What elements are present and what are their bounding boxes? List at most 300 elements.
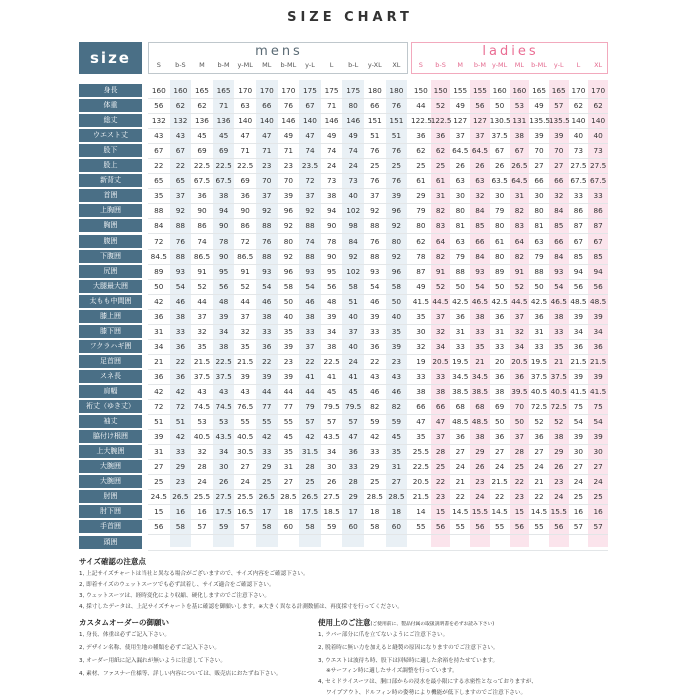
- ladies-cell: 79: [534, 251, 544, 261]
- ladies-cell: 56: [435, 522, 446, 532]
- mens-cell: 53: [218, 417, 229, 427]
- mens-size-header: y-L: [305, 61, 315, 69]
- mens-cell: [386, 535, 408, 550]
- mens-cell: 28: [197, 462, 207, 472]
- mens-cell: 47: [348, 432, 358, 442]
- mens-cell: 90: [218, 251, 229, 261]
- mens-cell: 79: [305, 402, 315, 412]
- ladies-cell: 49: [455, 101, 465, 111]
- mens-cell: 35: [283, 326, 294, 336]
- mens-cell: 78: [326, 236, 337, 246]
- ladies-cell: 14.5: [452, 507, 469, 517]
- ladies-cell: 64.5: [452, 146, 469, 156]
- ladies-cell: 67.5: [570, 176, 587, 186]
- mens-cell: 86.5: [193, 251, 211, 261]
- mens-cell: 69: [197, 146, 207, 156]
- mens-cell: 23: [391, 356, 402, 366]
- ladies-cell: 25.5: [412, 447, 429, 457]
- mens-cell: 18: [370, 507, 380, 517]
- ladies-cell: 52: [514, 281, 524, 291]
- mens-cell: 18: [391, 507, 402, 517]
- mens-cell: 90: [326, 251, 337, 261]
- mens-cell: 46: [370, 387, 380, 396]
- mens-cell: 59: [391, 417, 402, 427]
- ladies-cell: 40.5: [530, 387, 548, 396]
- ladies-size-header: L: [576, 61, 581, 69]
- mens-cell: 32: [197, 447, 207, 457]
- ladies-cell: [569, 535, 589, 550]
- mens-cell: 93: [305, 266, 315, 276]
- mens-cell: 98: [348, 221, 358, 231]
- ladies-cell: 87: [573, 221, 584, 231]
- ladies-cell: 21: [554, 356, 564, 366]
- ladies-cell: 87: [416, 266, 426, 276]
- mens-cell: 22.5: [237, 161, 254, 171]
- ladies-cell: 22: [494, 492, 505, 502]
- ladies-cell: 38: [475, 311, 485, 321]
- ladies-cell: 80: [494, 251, 505, 261]
- mens-cell: 31.5: [301, 447, 319, 457]
- ladies-cell: 52: [435, 101, 446, 111]
- mens-cell: 72: [305, 176, 315, 186]
- mens-cell: 93: [175, 266, 186, 276]
- ladies-cell: 20.5: [412, 477, 429, 487]
- mens-cell: 38: [218, 191, 229, 201]
- mens-cell: 70: [283, 176, 294, 186]
- ladies-cell: 16: [573, 507, 584, 517]
- mens-cell: 44: [262, 387, 272, 396]
- mens-cell: 56: [326, 281, 337, 291]
- mens-cell: 43.5: [215, 432, 232, 442]
- mens-cell: 59: [326, 522, 337, 532]
- mens-cell: 18: [283, 507, 294, 517]
- mens-cell: 94: [218, 206, 229, 216]
- mens-cell: 88: [154, 206, 164, 216]
- mens-cell: 76: [370, 236, 380, 246]
- mens-cell: 54: [370, 281, 380, 291]
- ladies-cell: 82: [514, 206, 524, 216]
- ladies-cell: 41.5: [590, 387, 607, 396]
- ladies-cell: 20.5: [511, 356, 528, 366]
- ladies-cell: 39: [593, 371, 603, 381]
- ladies-cell: 42.5: [491, 296, 508, 306]
- mens-cell: 45: [197, 131, 207, 141]
- mens-cell: 38: [305, 311, 315, 321]
- mens-cell: 88: [262, 251, 272, 261]
- ladies-cell: 24: [593, 477, 603, 487]
- row-label: 膝下囲: [79, 325, 142, 338]
- mens-cell: 77: [283, 402, 294, 412]
- mens-cell: 57: [305, 417, 315, 427]
- mens-cell: 27: [391, 477, 402, 487]
- ladies-cell: 56: [514, 522, 524, 532]
- ladies-cell: 66: [416, 402, 426, 412]
- mens-cell: 175: [303, 86, 317, 95]
- mens-cell: 27: [240, 462, 250, 472]
- mens-cell: 59: [218, 522, 229, 532]
- mens-cell: 43.5: [323, 432, 340, 442]
- ladies-cell: 94: [573, 266, 584, 276]
- mens-cell: [278, 535, 300, 550]
- mens-cell: 41: [305, 371, 315, 381]
- mens-cell: 50: [391, 296, 402, 306]
- note-line: 3, ウェットスーツは、経時変化により収縮、硬化しますのでご注意下さい。: [79, 593, 270, 599]
- ladies-cell: 70: [554, 146, 564, 156]
- ladies-cell: 150: [433, 86, 448, 95]
- ladies-cell: 36: [435, 131, 446, 141]
- ladies-cell: 75: [573, 402, 584, 412]
- ladies-cell: 35: [416, 311, 426, 321]
- ladies-cell: 30: [534, 191, 544, 201]
- mens-cell: 58: [391, 281, 402, 291]
- ladies-cell: 24: [573, 477, 584, 487]
- ladies-cell: 131: [512, 116, 527, 126]
- note-line: 3, ウエストは波待ち時、股下は回帰時に適した余裕を持たせています。: [318, 658, 499, 664]
- mens-cell: 45: [218, 131, 229, 141]
- ladies-cell: 39: [593, 311, 603, 321]
- mens-cell: 84.5: [150, 251, 167, 261]
- ladies-cell: 36: [514, 371, 524, 381]
- ladies-cell: 57: [593, 522, 603, 532]
- mens-cell: 140: [303, 116, 317, 126]
- mens-cell: 22: [175, 356, 186, 366]
- mens-cell: 24: [240, 477, 250, 487]
- mens-cell: 18.5: [323, 507, 340, 517]
- mens-cell: 151: [367, 116, 382, 126]
- mens-cell: 57: [240, 522, 250, 532]
- mens-cell: [170, 535, 192, 550]
- mens-cell: 56: [154, 522, 164, 532]
- ladies-size-header: XL: [594, 61, 603, 69]
- ladies-cell: 30: [455, 191, 465, 201]
- mens-cell: 54: [262, 281, 272, 291]
- ladies-cell: 54: [475, 281, 485, 291]
- mens-cell: 42: [154, 296, 164, 306]
- mens-cell: 72: [154, 236, 164, 246]
- mens-cell: 46: [262, 296, 272, 306]
- mens-cell: 43: [154, 131, 164, 141]
- mens-cell: 92: [283, 251, 294, 261]
- mens-cell: 80: [283, 236, 294, 246]
- table-row: [0, 324, 700, 339]
- mens-size-header: XL: [392, 61, 401, 69]
- ladies-cell: 68: [455, 402, 465, 412]
- ladies-cell: 29: [475, 447, 485, 457]
- ladies-cell: 165: [551, 86, 566, 95]
- mens-cell: 76: [391, 101, 402, 111]
- mens-cell: 40.5: [237, 432, 254, 442]
- ladies-cell: 39: [573, 311, 584, 321]
- mens-cell: 37: [240, 311, 250, 321]
- ladies-cell: [549, 535, 569, 550]
- ladies-cell: 66: [534, 176, 544, 186]
- ladies-cell: 91: [514, 266, 524, 276]
- mens-cell: 88: [305, 251, 315, 261]
- ladies-cell: 150: [413, 86, 428, 95]
- mens-cell: 82: [370, 402, 380, 412]
- mens-cell: [342, 535, 364, 550]
- mens-cell: 44: [197, 296, 207, 306]
- mens-cell: 27: [283, 477, 294, 487]
- ladies-cell: 37: [435, 432, 446, 442]
- mens-cell: 90: [326, 221, 337, 231]
- ladies-cell: 80: [416, 221, 426, 231]
- ladies-cell: 22: [514, 477, 524, 487]
- mens-cell: 51: [154, 417, 164, 427]
- ladies-cell: 24: [494, 462, 505, 472]
- ladies-cell: 67: [494, 146, 505, 156]
- ladies-cell: 54: [573, 417, 584, 427]
- ladies-cell: 80: [455, 206, 465, 216]
- ladies-cell: 50: [534, 281, 544, 291]
- ladies-cell: 82: [435, 206, 446, 216]
- mens-cell: 25.5: [237, 492, 254, 502]
- mens-cell: 25: [370, 477, 380, 487]
- mens-cell: 38: [262, 311, 272, 321]
- ladies-cell: 88: [534, 266, 544, 276]
- ladies-cell: 37.5: [491, 131, 508, 141]
- ladies-cell: 89: [494, 266, 505, 276]
- mens-cell: 57: [326, 417, 337, 427]
- ladies-cell: 32: [435, 326, 446, 336]
- page-title: SIZE CHART: [287, 10, 413, 25]
- mens-cell: 140: [238, 116, 253, 126]
- ladies-cell: 63.5: [491, 176, 508, 186]
- row-label: 総丈: [79, 114, 142, 127]
- ladies-cell: 33: [573, 191, 584, 201]
- ladies-cell: 36: [455, 432, 465, 442]
- ladies-cell: 160: [512, 86, 527, 95]
- mens-cell: 39: [391, 191, 402, 201]
- ladies-cell: 55: [455, 522, 465, 532]
- mens-cell: 79.5: [345, 402, 362, 412]
- ladies-cell: 20: [494, 356, 505, 366]
- ladies-cell: 122.5: [411, 116, 432, 126]
- table-row: [0, 249, 700, 264]
- mens-cell: 180: [367, 86, 382, 95]
- ladies-cell: 39: [554, 131, 564, 141]
- mens-cell: 170: [259, 86, 274, 95]
- ladies-cell: 44: [416, 101, 426, 111]
- mens-cell: 43: [391, 371, 402, 381]
- ladies-cell: 33: [494, 341, 505, 351]
- ladies-cell: 37.5: [550, 371, 567, 381]
- ladies-cell: 34: [573, 326, 584, 336]
- mens-cell: 90: [240, 206, 250, 216]
- row-label: 身長: [79, 84, 142, 97]
- ladies-cell: 84: [475, 251, 485, 261]
- ladies-cell: 73: [593, 146, 603, 156]
- ladies-cell: 64.5: [471, 146, 489, 156]
- ladies-size-header: ML: [514, 61, 524, 69]
- ladies-cell: 80: [494, 221, 505, 231]
- ladies-cell: 26: [494, 161, 505, 171]
- ladies-cell: 42.5: [530, 296, 548, 306]
- ladies-cell: 50: [494, 101, 505, 111]
- ladies-cell: 67.5: [590, 176, 607, 186]
- mens-cell: 76: [391, 146, 402, 156]
- ladies-cell: 55: [494, 522, 505, 532]
- mens-cell: 60: [348, 522, 358, 532]
- mens-cell: [191, 535, 213, 550]
- ladies-cell: 67: [593, 236, 603, 246]
- ladies-cell: 165: [532, 86, 546, 95]
- ladies-cell: 25: [514, 462, 524, 472]
- mens-cell: 65: [154, 176, 164, 186]
- ladies-cell: 83: [435, 221, 446, 231]
- mens-cell: 36: [197, 191, 207, 201]
- ladies-cell: 84: [554, 251, 564, 261]
- note-line: ※サーフィン時に適したサイズ調整を行っています。: [326, 668, 458, 674]
- ladies-cell: 23: [514, 492, 524, 502]
- mens-size-header: M: [199, 61, 205, 69]
- mens-cell: 58: [348, 281, 358, 291]
- mens-cell: 136: [216, 116, 231, 126]
- row-label: 大腿最大囲: [79, 280, 142, 293]
- mens-cell: 37: [262, 191, 272, 201]
- ladies-cell: 62: [573, 101, 584, 111]
- row-label: 膝上囲: [79, 310, 142, 323]
- ladies-cell: 36: [494, 311, 505, 321]
- mens-cell: 136: [195, 116, 209, 126]
- ladies-cell: 64: [514, 236, 524, 246]
- mens-cell: 67: [154, 146, 164, 156]
- mens-cell: 62: [197, 101, 207, 111]
- ladies-cell: 57: [573, 522, 584, 532]
- mens-cell: 33: [262, 326, 272, 336]
- ladies-cell: 15: [435, 507, 446, 517]
- mens-cell: 44: [240, 296, 250, 306]
- ladies-cell: 50: [455, 281, 465, 291]
- ladies-cell: 15.5: [550, 507, 567, 517]
- ladies-cell: 25: [573, 492, 584, 502]
- ladies-cell: 32: [416, 341, 426, 351]
- table-row: [0, 474, 700, 489]
- mens-cell: 49: [326, 131, 337, 141]
- note-line: 4, 採寸したデータは、上記サイズチャートを基に確認を御願いします。※大きく異なる計測数値は、再度採寸を行ってください。: [79, 604, 403, 610]
- ladies-cell: 25: [435, 161, 446, 171]
- row-label: 首囲: [79, 189, 142, 202]
- ladies-cell: 56: [554, 522, 564, 532]
- mens-cell: 160: [151, 86, 166, 95]
- ladies-cell: 44.5: [511, 296, 528, 306]
- mens-cell: 72: [175, 402, 186, 412]
- ladies-cell: 30: [416, 326, 426, 336]
- ladies-cell: 140: [591, 116, 606, 126]
- mens-title: mens: [255, 44, 303, 59]
- mens-cell: 180: [389, 86, 404, 95]
- ladies-cell: [588, 535, 608, 550]
- note-line: ワイプアウト、ドルフィン時の姿勢により機能が低下しますのでご注意下さい。: [326, 690, 527, 696]
- mens-size-header: b-L: [348, 61, 359, 69]
- row-label: 体重: [79, 99, 142, 112]
- mens-cell: 40: [348, 311, 358, 321]
- row-label: 頭囲: [79, 536, 142, 549]
- mens-cell: 92: [305, 206, 315, 216]
- mens-cell: 69: [240, 176, 250, 186]
- ladies-cell: 38.5: [471, 387, 489, 396]
- ladies-cell: 93: [554, 266, 564, 276]
- row-label: 尻囲: [79, 265, 142, 278]
- ladies-size-header: S: [418, 61, 423, 69]
- ladies-cell: 48.5: [570, 296, 587, 306]
- mens-cell: 74.5: [215, 402, 232, 412]
- note-line: 4, セミドライスーツは、胴口部からの浸水を最小限にする水密性となっておりますが、: [318, 679, 537, 685]
- mens-cell: 30.5: [237, 447, 254, 457]
- mens-cell: 88: [305, 221, 315, 231]
- ladies-cell: 48.5: [452, 417, 469, 427]
- ladies-size-header: y-ML: [491, 61, 508, 69]
- row-label: 太もも中間囲: [79, 295, 142, 308]
- ladies-size-header: b-ML: [531, 61, 547, 69]
- mens-cell: 44: [305, 387, 315, 396]
- mens-cell: 170: [281, 86, 296, 95]
- mens-cell: 36: [370, 341, 380, 351]
- ladies-cell: 38: [554, 432, 564, 442]
- notes-title-usage: [318, 617, 494, 628]
- mens-cell: 102: [346, 266, 361, 276]
- ladies-cell: 36: [416, 131, 426, 141]
- ladies-cell: 34.5: [452, 371, 469, 381]
- ladies-cell: 155: [453, 86, 468, 95]
- mens-cell: 24: [326, 161, 337, 171]
- ladies-cell: 130.5: [489, 116, 511, 126]
- table-row: [0, 399, 700, 414]
- mens-cell: 40: [348, 191, 358, 201]
- ladies-cell: 32: [475, 191, 485, 201]
- mens-cell: 47: [240, 131, 250, 141]
- mens-size-header: b-ML: [280, 61, 297, 69]
- mens-cell: 58: [305, 522, 315, 532]
- ladies-cell: 34: [435, 341, 446, 351]
- table-row: [0, 309, 700, 324]
- row-label: フクラハギ囲: [79, 340, 142, 353]
- ladies-cell: 66: [435, 402, 446, 412]
- mens-cell: 37.5: [215, 371, 232, 381]
- ladies-cell: 63: [475, 176, 485, 186]
- ladies-cell: 27.5: [590, 161, 607, 171]
- ladies-cell: 47: [416, 417, 426, 427]
- ladies-cell: 122.5: [430, 116, 452, 126]
- mens-cell: 146: [281, 116, 296, 126]
- note-line: 2, 即着サイズのウェットスーツでも必ず試着し、サイズ適合をご確認下さい。: [79, 582, 275, 588]
- usage-title-text: 使用上のご注意: [318, 618, 371, 627]
- ladies-cell: 78: [416, 251, 426, 261]
- mens-cell: 58: [283, 281, 294, 291]
- mens-cell: 50: [154, 281, 164, 291]
- ladies-cell: [490, 535, 510, 550]
- ladies-cell: 38.5: [452, 387, 469, 396]
- mens-cell: 25: [370, 161, 380, 171]
- ladies-cell: 26: [475, 161, 485, 171]
- mens-cell: 76: [175, 236, 186, 246]
- mens-cell: 45: [348, 387, 358, 396]
- ladies-cell: 93: [475, 266, 485, 276]
- mens-cell: 96: [391, 206, 402, 216]
- ladies-cell: 61: [494, 236, 505, 246]
- row-label: 肘囲: [79, 490, 142, 503]
- mens-cell: 76: [262, 236, 272, 246]
- mens-cell: 21.5: [237, 356, 254, 366]
- ladies-cell: 19.5: [452, 356, 469, 366]
- mens-cell: 42: [175, 387, 186, 396]
- note-line: 3, オーダー用紙に記入漏れが無いように注意して下さい。: [79, 658, 226, 664]
- ladies-cell: 73: [573, 146, 584, 156]
- mens-cell: 28.5: [280, 492, 297, 502]
- table-row: [0, 384, 700, 399]
- mens-cell: 52: [197, 281, 207, 291]
- ladies-cell: 69: [494, 402, 505, 412]
